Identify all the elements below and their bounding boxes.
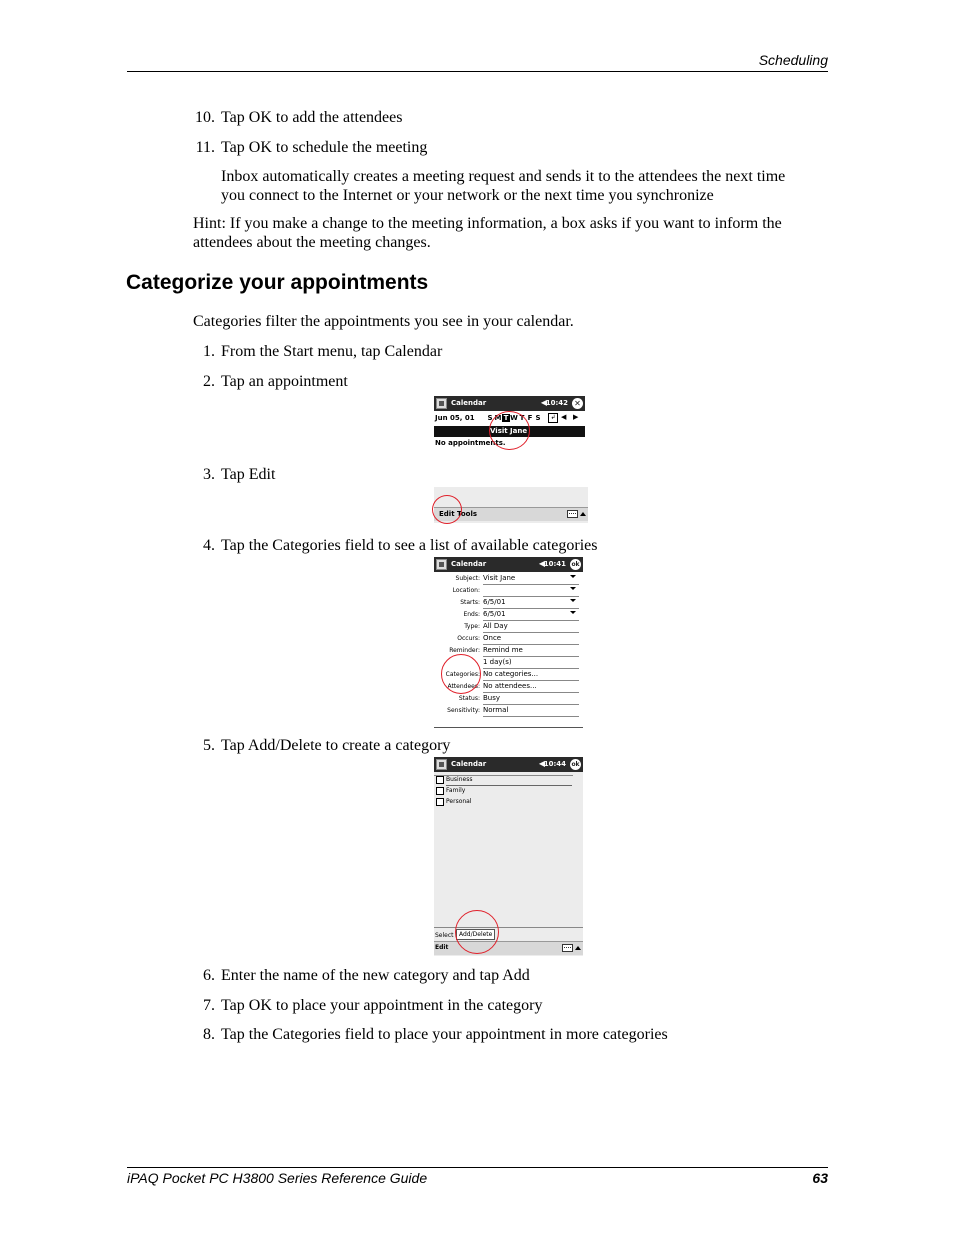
menubar bbox=[434, 941, 583, 955]
windows-logo-icon bbox=[436, 759, 447, 770]
step-number: 1. bbox=[203, 343, 215, 360]
field-value bbox=[483, 585, 579, 597]
highlight-circle bbox=[432, 495, 462, 524]
category-checkbox bbox=[436, 776, 444, 784]
category-checkbox bbox=[436, 787, 444, 795]
field-value-text: 6/5/01 bbox=[483, 610, 506, 618]
step-text: Tap OK to add the attendees bbox=[221, 109, 403, 126]
day-letter: T bbox=[519, 414, 525, 422]
field-label: Occurs: bbox=[457, 635, 480, 642]
windows-logo-icon bbox=[436, 398, 447, 409]
page-number: 63 bbox=[812, 1170, 828, 1186]
step-text: Tap the Categories field to place your appointment in more categories bbox=[221, 1026, 668, 1043]
menu-edit: Edit bbox=[435, 944, 449, 951]
next-arrow-icon: ▶ bbox=[573, 413, 579, 421]
ok-icon: ok bbox=[571, 761, 580, 768]
dropdown-arrow-icon bbox=[570, 611, 576, 614]
step-text: Tap OK to place your appointment in the category bbox=[221, 997, 543, 1014]
day-letter-selected: T bbox=[503, 414, 509, 422]
footer-rule bbox=[127, 1167, 828, 1168]
titlebar bbox=[434, 757, 583, 772]
appointment-bar: Visit Jane bbox=[434, 426, 585, 437]
dropdown-arrow-icon bbox=[570, 587, 576, 590]
titlebar bbox=[434, 557, 583, 572]
menu-edit: Edit bbox=[439, 510, 455, 518]
highlight-circle bbox=[489, 411, 530, 450]
app-title: Calendar bbox=[451, 760, 487, 768]
field-value: Remind me bbox=[483, 645, 579, 657]
field-label: Type: bbox=[464, 623, 480, 630]
keyboard-icon bbox=[567, 510, 578, 518]
step-text: From the Start menu, tap Calendar bbox=[221, 343, 443, 360]
field-value: No attendees... bbox=[483, 681, 579, 693]
section-heading: Categorize your appointments bbox=[126, 271, 429, 294]
step-number: 3. bbox=[203, 466, 215, 483]
clock: 10:41 bbox=[543, 560, 566, 568]
input-arrow-icon bbox=[575, 946, 581, 950]
header-rule bbox=[127, 71, 828, 72]
tab-select: Select bbox=[435, 932, 454, 939]
paragraph-line: Inbox automatically creates a meeting request and sends it to the attendees the next time bbox=[221, 168, 786, 185]
close-icon: ✕ bbox=[572, 398, 583, 409]
speaker-icon: ◀ bbox=[538, 759, 545, 768]
step-text: Tap an appointment bbox=[221, 373, 348, 390]
ok-icon: ok bbox=[571, 561, 580, 568]
step-number: 7. bbox=[203, 997, 215, 1014]
field-value: Once bbox=[483, 633, 579, 645]
date-label: Jun 05, 01 bbox=[435, 414, 475, 422]
highlight-circle bbox=[441, 654, 481, 694]
hint-line: attendees about the meeting changes. bbox=[193, 234, 431, 251]
field-value bbox=[483, 597, 579, 609]
goto-today-icon: ↲ bbox=[548, 413, 558, 423]
step-number: 6. bbox=[203, 967, 215, 984]
field-value: No categories... bbox=[483, 669, 579, 681]
clock: 10:42 bbox=[545, 399, 568, 407]
field-label: Subject: bbox=[455, 575, 480, 582]
paragraph-line: you connect to the Internet or your network or the next time you synchronize bbox=[221, 187, 714, 204]
field-label: Status: bbox=[458, 695, 480, 702]
field-value-text: 6/5/01 bbox=[483, 598, 506, 606]
input-arrow-icon bbox=[580, 512, 586, 516]
field-label: Sensitivity: bbox=[447, 707, 480, 714]
field-label: Location: bbox=[452, 587, 480, 594]
speaker-icon: ◀ bbox=[540, 398, 547, 407]
keyboard-icon bbox=[562, 944, 573, 952]
field-label: Ends: bbox=[463, 611, 480, 618]
status-text: No appointments. bbox=[435, 439, 506, 447]
dropdown-arrow-icon bbox=[570, 599, 576, 602]
day-letter: M bbox=[494, 414, 502, 422]
day-letter: S bbox=[535, 414, 541, 422]
app-title: Calendar bbox=[451, 560, 487, 568]
highlight-circle bbox=[455, 910, 499, 954]
day-letter: W bbox=[510, 414, 518, 422]
prev-arrow-icon: ◀ bbox=[561, 413, 567, 421]
step-text: Tap Edit bbox=[221, 466, 276, 483]
category-checkbox bbox=[436, 798, 444, 806]
field-value bbox=[483, 609, 579, 621]
clock: 10:44 bbox=[543, 760, 566, 768]
step-number: 5. bbox=[203, 737, 215, 754]
step-text: Tap the Categories field to see a list of available categories bbox=[221, 537, 598, 554]
field-label: Categories: bbox=[445, 671, 480, 678]
step-number: 11. bbox=[195, 139, 215, 156]
step-number: 2. bbox=[203, 373, 215, 390]
step-number: 8. bbox=[203, 1026, 215, 1043]
day-letter: S bbox=[487, 414, 493, 422]
field-label: Attendees: bbox=[447, 683, 480, 690]
intro-text: Categories filter the appointments you see in your calendar. bbox=[193, 313, 574, 330]
field-value: All Day bbox=[483, 621, 579, 633]
menu-tools: Tools bbox=[457, 510, 478, 518]
category-label: Family bbox=[446, 787, 466, 794]
field-label: Reminder: bbox=[449, 647, 480, 654]
field-value: Busy bbox=[483, 693, 579, 705]
step-text: Tap OK to schedule the meeting bbox=[221, 139, 428, 156]
step-text: Tap Add/Delete to create a category bbox=[221, 737, 451, 754]
dropdown-arrow-icon bbox=[570, 575, 576, 578]
edit-form-screenshot bbox=[434, 557, 583, 728]
titlebar bbox=[434, 396, 585, 411]
tab-add-delete: Add/Delete bbox=[456, 929, 495, 940]
step-number: 4. bbox=[203, 537, 215, 554]
windows-logo-icon bbox=[436, 559, 447, 570]
day-letter: F bbox=[527, 414, 533, 422]
speaker-icon: ◀ bbox=[538, 559, 545, 568]
app-title: Calendar bbox=[451, 399, 487, 407]
field-value: Normal bbox=[483, 705, 579, 717]
field-value bbox=[483, 573, 579, 585]
step-text: Enter the name of the new category and tap Add bbox=[221, 967, 530, 984]
hint-line: Hint: If you make a change to the meeting information, a box asks if you want to inform the bbox=[193, 215, 782, 232]
footer-guide-title: iPAQ Pocket PC H3800 Series Reference Guide bbox=[127, 1170, 428, 1186]
category-divider bbox=[446, 785, 572, 786]
field-value: 1 day(s) bbox=[483, 657, 579, 669]
field-value-text: Visit Jane bbox=[483, 574, 516, 582]
field-label: Starts: bbox=[460, 599, 480, 606]
step-number: 10. bbox=[195, 109, 215, 126]
running-header: Scheduling bbox=[758, 52, 828, 68]
category-label: Business bbox=[446, 776, 473, 783]
category-label: Personal bbox=[446, 798, 472, 805]
